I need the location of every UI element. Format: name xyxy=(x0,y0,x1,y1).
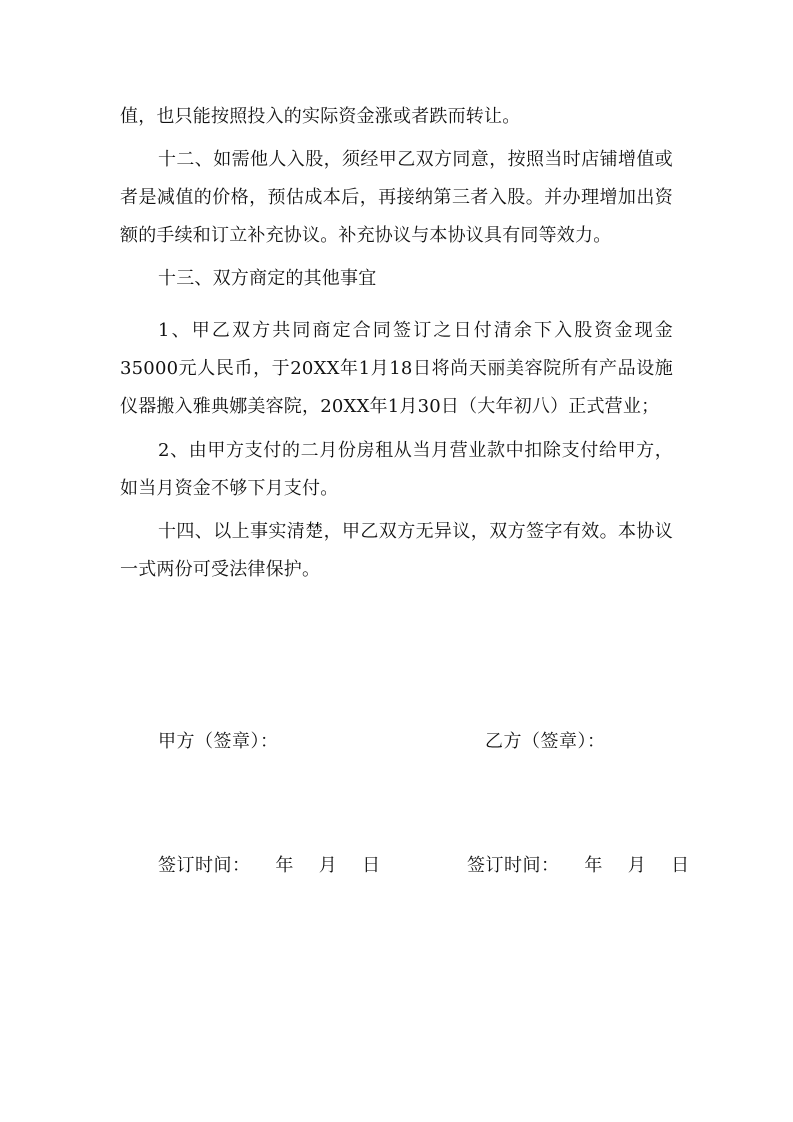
paragraph-clause-13-item-1: 1、甲乙双方共同商定合同签订之日付清余下入股资金现金35000元人民币，于20XX年1月18日将尚天丽美容院所有产品设施仪器搬入雅典娜美容院，20XX年1月30日（大年初八）正式营业； xyxy=(120,320,673,417)
paragraph-clause-13-item-2: 2、由甲方支付的二月份房租从当月营业款中扣除支付给甲方，如当月资金不够下月支付。 xyxy=(120,440,673,499)
paragraph-clause-14: 十四、以上事实清楚，甲乙双方无异议，双方签字有效。本协议一式两份可受法律保护。 xyxy=(120,521,673,580)
paragraph-continuation: 值，也只能按照投入的实际资金涨或者跌而转让。 xyxy=(120,106,521,127)
paragraph-clause-12: 十二、如需他人入股，须经甲乙双方同意，按照当时店铺增值或者是减值的价格，预估成本后，再接纳第三者入股。并办理增加出资额的手续和订立补充协议。补充协议与本协议具有同等效力。 xyxy=(120,149,673,246)
party-b-signature-label: 乙方（签章）： xyxy=(485,731,606,752)
party-b-sign-date: 签订时间： 年 月 日 xyxy=(467,855,690,876)
paragraph-clause-13-heading: 十三、双方商定的其他事宜 xyxy=(158,268,377,289)
party-a-signature-label: 甲方（签章）： xyxy=(158,731,279,752)
party-a-sign-date: 签订时间： 年 月 日 xyxy=(158,855,381,876)
